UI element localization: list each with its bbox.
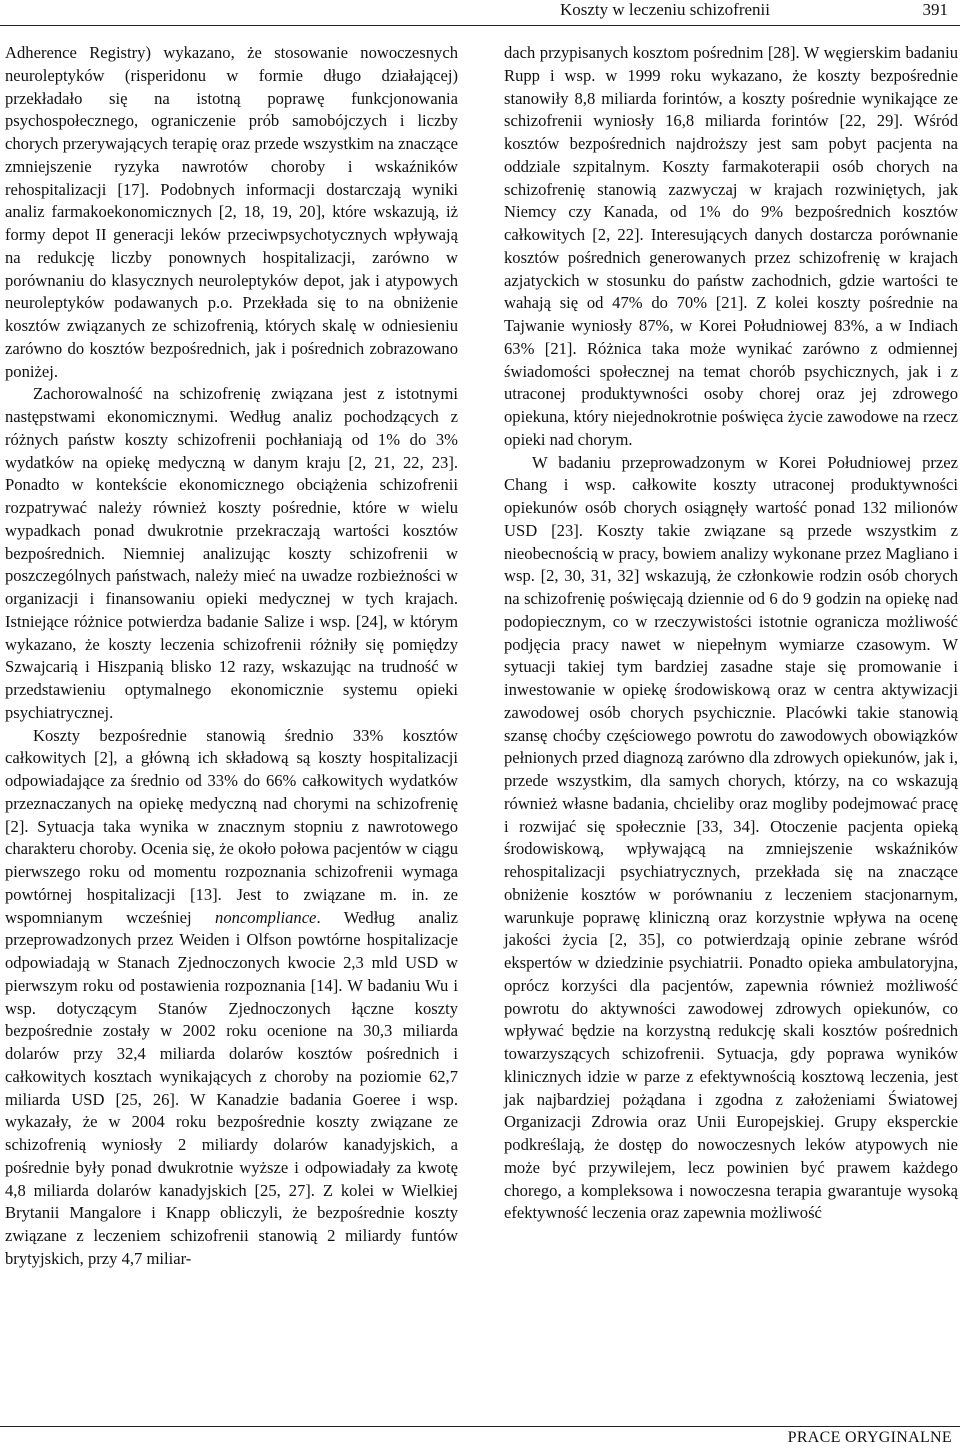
left-paragraph-3-part-2: . Według analiz przeprowadzonych przez Weiden i Olfson powtórne hospitalizacje odpowiadają w Stanach Zjednoczonych kwocie 2,3 mld USD w pierwszym roku od postawienia rozpoznania [14]. W badaniu Wu i wsp. dotyczącym Stanów Zjednoczonych łączne koszty bezpośrednie zostały w 2002 roku ocenione na 30,3 miliarda dolarów przy 32,4 miliarda dolarów kosztów pośrednich i całkowitych kosztach wynikających z choroby na poziomie 62,7 miliarda USD [25, 26]. W Kanadzie badania Goeree i wsp. wykazały, że w 2004 roku bezpośrednie koszty związane ze schizofrenią wyniosły 2 miliardy dolarów kanadyjskich, a pośrednie były ponad dwukrotnie wyższe i odpowiadały za kwotę 4,8 miliarda dolarów kanadyjskich [25, 27]. Z kolei w Wielkiej Brytanii Mangalore i Knapp obliczyli, że bezpośrednie koszty związane z leczeniem schizofrenii stanowią 2 miliardy funtów brytyjskich, przy 4,7 miliar- [5,907,458,1268]
left-paragraph-3 [5,725,458,1271]
page-number: 391 [922,0,948,19]
left-paragraph-3-part-1: Koszty bezpośrednie stanowią średnio 33% kosztów całkowitych [2], a główną ich składową są koszty hospitalizacji odpowiadające za średnio od 33% do 66% całkowitych wydatków przeznaczanych na opiekę medyczną nad chorymi na schizofrenię [2]. Sytuacja taka wynika w znacznym stopniu z nawrotowego charakteru choroby. Ocenia się, że około połowa pacjentów w ciągu pierwszego roku od momentu rozpoznania schizofrenii wymaga powtórnej hospitalizacji [13]. Jest to związane m. in. ze wspomnianym wcześniej [5,725,458,927]
right-column [504,42,958,1225]
running-title: Koszty w leczeniu schizofrenii [559,0,770,19]
page-header [0,0,960,26]
section-label: PRACE ORYGINALNE [787,1429,952,1446]
left-paragraph-2: Zachorowalność na schizofrenię związana jest z istotnymi następstwami ekonomicznymi. Według analiz pochodzących z różnych państw koszty schizofrenii pochłaniają od 1% do 3% wydatków na opiekę medyczną w danym kraju [2, 21, 22, 23]. Ponadto w kontekście ekonomicznego obciążenia schizofrenii rozpatrywać należy również koszty pośrednie, które w wielu wypadkach ponad dwukrotnie przekraczają wartości kosztów bezpośrednich. Niemniej analizując koszty schizofrenii w poszczególnych państwach, należy mieć na uwadze rozbieżności w organizacji i finansowaniu opieki medycznej w tych krajach. Istniejące różnice potwierdza badanie Salize i wsp. [24], w którym wykazano, że koszty leczenia schizofrenii różniły się pomiędzy Szwajcarią i Hiszpanią blisko 12 razy, wskazując na trudność w przedstawieniu optymalnego ekonomicznie systemu opieki psychiatrycznej. [5,384,458,722]
footer-rule [0,1426,960,1427]
left-paragraph-1: Adherence Registry) wykazano, że stosowanie nowoczesnych neuroleptyków (risperidonu w formie długo działającej) przekładało się na istotną poprawę funkcjonowania psychospołecznego, ograniczenie prób samobójczych i liczby chorych przerywających terapię oraz przede wszystkim na znaczące zmniejszenie ryzyka nawrotów choroby i wskaźników rehospitalizacji [17]. Podobnych informacji dostarczają wyniki analiz farmakoekonomicznych [2, 18, 19, 20], które wskazują, iż formy depot II generacji leków przeciwpsychotycznych wpływają na redukcję liczby ponownych hospitalizacji, zarówno w porównaniu do klasycznych neuroleptyków depot, jak i atypowych neuroleptyków podawanych p.o. Przekłada się to na obniżenie kosztów związanych ze schizofrenią, których skalę w odniesieniu zarówno do kosztów bezpośrednich, jak i pośrednich zobrazowano poniżej. [5,43,458,381]
right-paragraph-2: W badaniu przeprowadzonym w Korei Południowej przez Chang i wsp. całkowite koszty utraconej produktywności opiekunów osób chorych osiągnęły wartość ponad 132 milionów USD [23]. Koszty takie związane są przede wszystkim z nieobecnością w pracy, bowiem analizy wykonane przez Magliano i wsp. [2, 30, 31, 32] wskazują, że członkowie rodzin osób chorych na schizofrenię poświęcają dziennie od 6 do 9 godzin na opiekę nad podopiecznym, co w rzeczywistości istotnie ogranicza możliwość podjęcia pracy nawet w niepełnym wymiarze czasowym. W sytuacji takiej tym bardziej zasadne staje się promowanie i inwestowanie w opiekę środowiskową oraz w centra aktywizacji zawodowej osób chorych psychicznie. Placówki takie stanowią szansę choćby częściowego powrotu do zawodowych obowiązków pełnionych przed diagnozą zarówno dla zdrowych opiekunów, jak i, przede wszystkim, dla samych chorych, którzy, na co wskazują również własne badania, chcieliby oraz mogliby podejmować pracę i rozwijać się społecznie [33, 34]. Otoczenie pacjenta opieką środowiskową, wpływającą na zmniejszenie wskaźników rehospitalizacji psychiatrycznych, przekłada się na znaczące obniżenie kosztów w porównaniu z leczeniem stacjonarnym, warunkuje poprawę kliniczną oraz korzystnie wpływa na ocenę jakości życia [2, 35], co potwierdzają opinie zebrane wśród ekspertów w dziedzinie psychiatrii. Ponadto opieka ambulatoryjna, oprócz korzyści dla pacjentów, zapewnia również możliwość powrotu do aktywności zawodowej zdrowych opiekunów, co wpływać będzie na korzystną redukcję skali kosztów pośrednich towarzyszących schizofrenii. Sytuacja, gdy poprawa wyników klinicznych idzie w parze z efektywnością kosztową leczenia, jest jak najbardziej pożądana i zgodna z założeniami Światowej Organizacji Zdrowia oraz Unii Europejskiej. Grupy eksperckie podkreślają, że dostęp do nowoczesnych leków atypowych nie może być przywilejem, lecz powinien być prawem każdego chorego, a kompleksowa i nowoczesna terapia gwarantuje wysoką efektywność leczenia oraz zapewnia możliwość [504,452,958,1223]
left-column [5,42,458,1271]
noncompliance-term: noncompliance [215,907,317,927]
right-paragraph-1: dach przypisanych kosztom pośrednim [28]. W węgierskim badaniu Rupp i wsp. w 1999 roku wykazano, że koszty bezpośrednie stanowiły 8,8 miliarda forintów, a koszty pośrednie wynikające ze schizofrenii wyniosły 16,8 miliarda forintów [22, 29]. Wśród kosztów bezpośrednich najdroższy jest sam pobyt pacjenta na oddziale szpitalnym. Koszty farmakoterapii osób chorych na schizofrenię stanowią zazwyczaj w krajach rozwiniętych, jak Niemcy czy Kanada, od 1% do 9% bezpośrednich kosztów całkowitych [2, 22]. Interesujących danych dostarcza porównanie kosztów pośrednich generowanych przez schizofrenię w krajach azjatyckich w stosunku do państw zachodnich, gdzie wartości te wahają się od 47% do 70% [21]. Z kolei koszty pośrednie na Tajwanie wyniosły 87%, w Korei Południowej 83%, a w Indiach 63% [21]. Różnica taka może wynikać zarówno z odmiennej świadomości społecznej na temat chorób psychicznych, jak i z utraconej produktywności osoby chorej oraz jej zdrowego opiekuna, który niejednokrotnie poświęca życie zawodowe na rzecz opieki nad chorym. [504,43,958,449]
header-rule [0,25,960,26]
